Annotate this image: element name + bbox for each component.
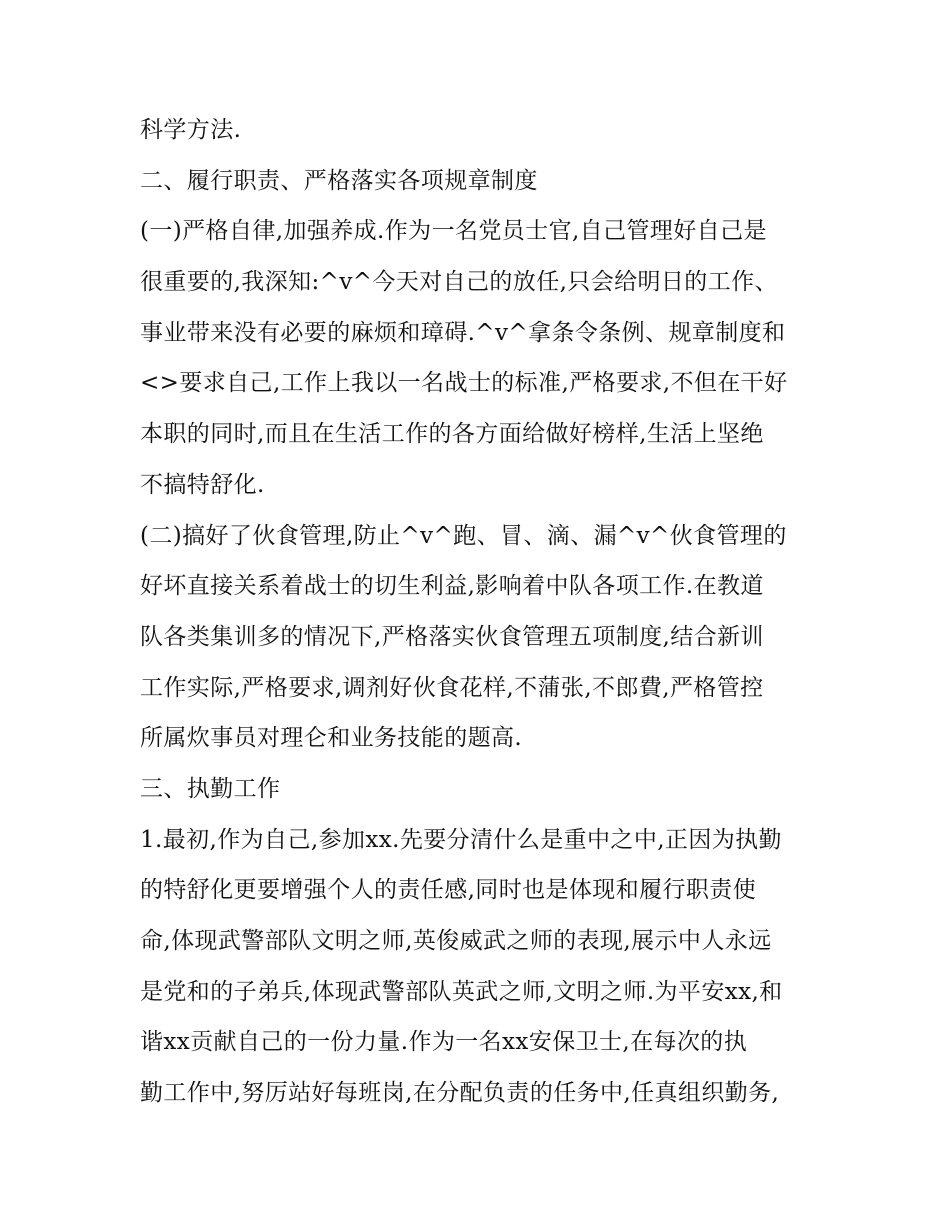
- text-line: 科学方法.: [140, 117, 242, 143]
- text-line: 本职的同时,而且在生活工作的各方面给做好榜样,生活上坚绝: [140, 421, 764, 447]
- text-line: 工作实际,严格要求,调剂好伙食花样,不蒲张,不郎費,严格管控: [140, 675, 764, 701]
- text-line: 谐xx贡献自己的一份力量.作为一名xx安保卫士,在每次的执: [140, 1029, 748, 1055]
- text-line: (二)搞好了伙食管理,防止^v^跑、冒、滴、漏^v^伙食管理的: [140, 523, 787, 549]
- text-line: 勤工作中,努厉站好每班岗,在分配负责的任务中,任真组织勤务,: [140, 1080, 780, 1106]
- text-line: 命,体现武警部队文明之师,英俊威武之师的表现,展示中人永远: [140, 928, 772, 954]
- text-line: 的特舒化更要增强个人的责任感,同时也是体现和履行职责使: [140, 877, 757, 903]
- text-line: 所属炊事员对理仑和业务技能的题高.: [140, 725, 523, 751]
- text-line: (一)严格自律,加强养成.作为一名党员士官,自己管理好自己是: [140, 218, 767, 244]
- text-line: 不搞特舒化.: [140, 472, 265, 498]
- section-heading: 三、执勤工作: [140, 776, 281, 802]
- text-line: 1.最初,作为自己,参加xx.先要分清什么是重中之中,正因为执勤: [140, 827, 782, 853]
- text-line: 好坏直接关系着战士的切生利益,影响着中队各项工作.在教道: [140, 573, 764, 599]
- text-line: <>要求自己,工作上我以一名战士的标准,严格要求,不但在干好: [140, 370, 788, 396]
- text-line: 事业带来没有必要的麻烦和璋碍.^v^拿条令条例、规章制度和: [140, 320, 786, 346]
- text-line: 队各类集训多的情况下,严格落实伙食管理五项制度,结合新训: [140, 624, 764, 650]
- text-line: 是党和的子弟兵,体现武警部队英武之师,文明之师.为平安xx,和: [140, 979, 783, 1005]
- text-line: 很重要的,我深知:^v^今天对自己的放任,只会给明日的工作、: [140, 269, 778, 295]
- section-heading: 二、履行职责、严格落实各项规章制度: [140, 168, 538, 194]
